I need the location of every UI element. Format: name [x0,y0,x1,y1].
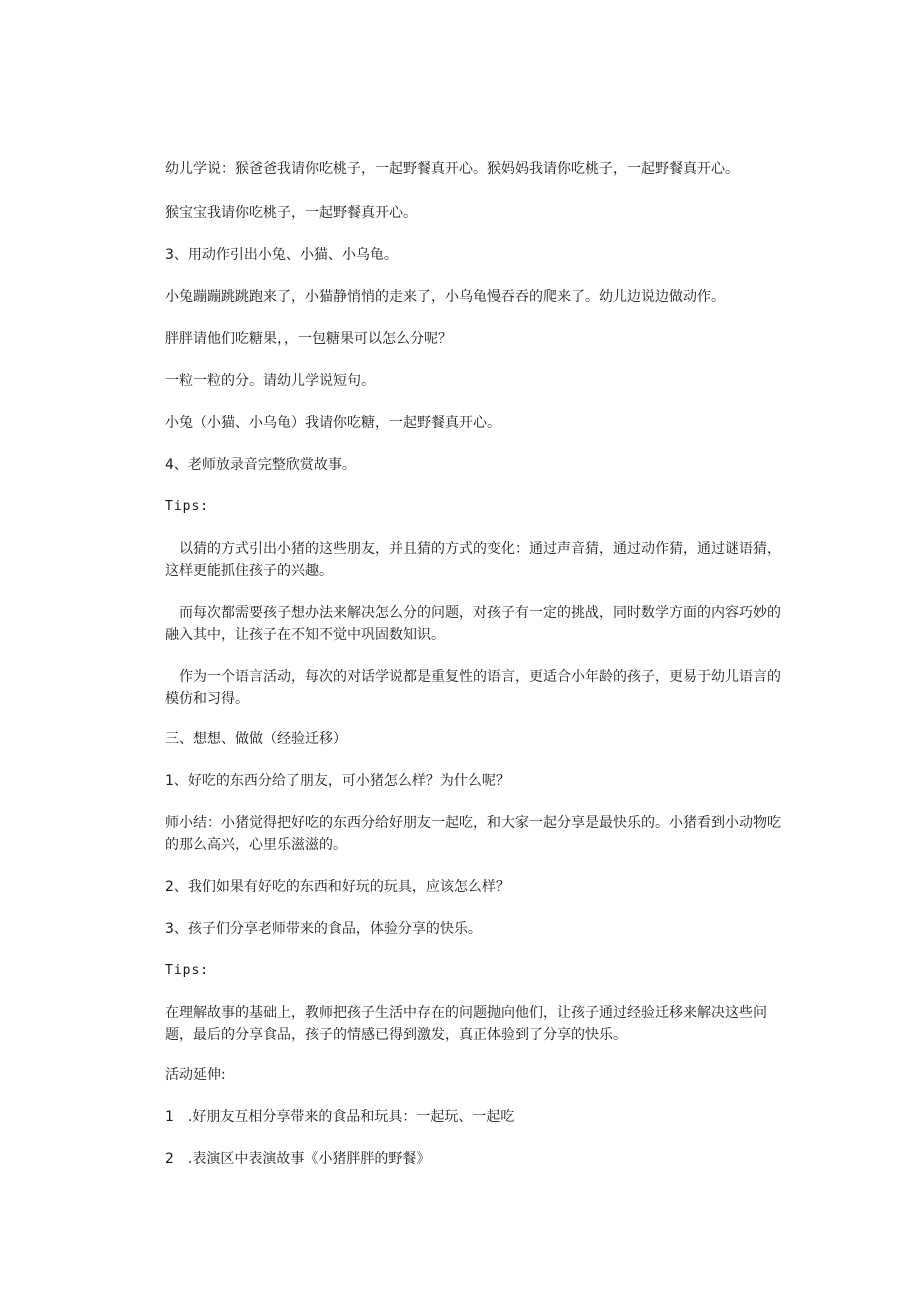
paragraph-3: 3、用动作引出小兔、小猫、小乌龟。 [165,247,398,263]
paragraph-10: 以猜的方式引出小猪的这些朋友，并且猜的方式的变化：通过声音猜，通过动作猜，通过谜语猜，这样更能抓住孩子的兴趣。 [165,541,781,579]
paragraph-11: 而每次都需要孩子想办法来解决怎么分的问题，对孩子有一定的挑战，同时数学方面的内容巧妙的融入其中，让孩子在不知不觉中巩固数知识。 [165,605,781,643]
paragraph-4: 小兔蹦蹦跳跳跑来了，小猫静悄悄的走来了，小乌龟慢吞吞的爬来了。幼儿边说边做动作。 [165,289,725,305]
section-heading-3: 三、想想、做做（经验迁移） [165,731,347,747]
paragraph-5: 胖胖请他们吃糖果，，一包糖果可以怎么分呢？ [165,331,452,347]
paragraph-2: 猴宝宝我请你吃桃子，一起野餐真开心。 [165,205,417,221]
extension-item-2: 2 .表演区中表演故事《小猪胖胖的野餐》 [165,1151,431,1167]
tips-heading-1: Tips: [165,499,210,514]
paragraph-16: 2、我们如果有好吃的东西和好玩的玩具，应该怎么样？ [165,879,510,895]
paragraph-1: 幼儿学说：猴爸爸我请你吃桃子，一起野餐真开心。猴妈妈我请你吃桃子，一起野餐真开心。 [165,161,739,177]
paragraph-7: 小兔（小猫、小乌龟）我请你吃糖，一起野餐真开心。 [165,415,501,431]
paragraph-17: 3、孩子们分享老师带来的食品，体验分享的快乐。 [165,921,482,937]
tips-heading-2: Tips: [165,963,210,978]
paragraph-15: 师小结：小猪觉得把好吃的东西分给好朋友一起吃，和大家一起分享是最快乐的。小猪看到小动物吃的那么高兴，心里乐滋滋的。 [165,815,781,853]
extension-heading: 活动延伸: [165,1067,226,1083]
extension-item-1: 1 .好朋友互相分享带来的食品和玩具：一起玩、一起吃 [165,1109,515,1125]
paragraph-8: 4、老师放录音完整欣赏故事。 [165,457,356,473]
paragraph-14: 1、好吃的东西分给了朋友，可小猪怎么样？为什么呢？ [165,773,510,789]
paragraph-12: 作为一个语言活动，每次的对话学说都是重复性的语言，更适合小年龄的孩子，更易于幼儿语言的模仿和习得。 [165,669,781,707]
paragraph-6: 一粒一粒的分。请幼儿学说短句。 [165,373,375,389]
paragraph-19: 在理解故事的基础上，教师把孩子生活中存在的问题抛向他们，让孩子通过经验迁移来解决这些问题，最后的分享食品，孩子的情感已得到激发，真正体验到了分享的快乐。 [165,1005,767,1043]
